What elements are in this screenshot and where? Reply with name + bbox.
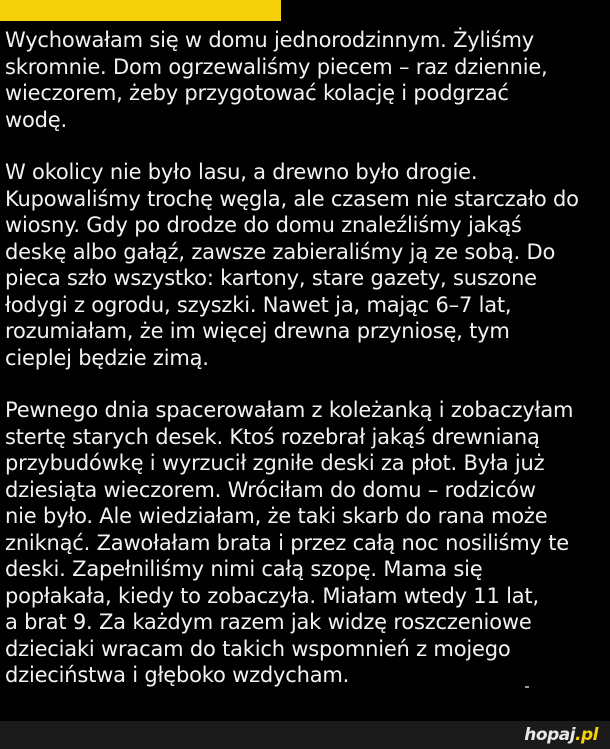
text-line: stertę starych desek. Ktoś rozebrał jakąś drewnianą xyxy=(5,424,540,449)
text-line: deski. Zapełniliśmy nimi całą szopę. Mama się xyxy=(5,557,483,581)
text-line: popłakała, kiedy to zobaczyła. Miałam wtedy 11 lat, xyxy=(5,583,539,608)
text-line: Pewnego dnia spacerowałam z koleżanką i zobaczyłam xyxy=(5,398,574,422)
text-line: dziesiąta wieczorem. Wróciłam do domu – rodziców xyxy=(5,477,536,502)
text-line: rozumiałam, że im więcej drewna przyniosę, tym xyxy=(5,319,510,343)
footer-bar xyxy=(0,721,610,749)
text-line: przybudówkę i wyrzucił zgniłe deski za płot. Była już xyxy=(5,451,545,475)
text-line: wodę. xyxy=(5,107,67,132)
text-line: Kupowaliśmy trochę węgla, ale czasem nie starczało do xyxy=(5,186,579,211)
text-line: a brat 9. Za każdym razem jak widzę roszczeniowe xyxy=(5,610,532,634)
text-line: nie było. Ale wiedziałam, że taki skarb do rana może xyxy=(5,504,548,528)
logo-tld-text: .pl xyxy=(575,725,598,745)
paragraph-3 xyxy=(5,397,605,689)
text-line: cieplej będzie zimą. xyxy=(5,345,209,370)
paragraph-2 xyxy=(5,159,605,371)
text-line: zniknąć. Zawołałam brata i przez całą noc nosiliśmy te xyxy=(5,530,569,555)
decorative-dot xyxy=(525,686,529,688)
text-line: deskę albo gałąź, zawsze zabieraliśmy ją ze sobą. Do xyxy=(5,239,556,264)
text-line: łodygi z ogrodu, szyszki. Nawet ja, mając 6–7 lat, xyxy=(5,292,512,317)
text-line: skromnie. Dom ogrzewaliśmy piecem – raz dziennie, xyxy=(5,54,548,79)
hopaj-logo[interactable] xyxy=(524,725,598,745)
text-line: pieca szło wszystko: kartony, stare gazety, suszone xyxy=(5,266,537,290)
logo-main-text: hopaj xyxy=(524,725,576,745)
text-line: dzieciństwa i głęboko wzdycham. xyxy=(5,663,350,687)
text-line: W okolicy nie było lasu, a drewno było drogie. xyxy=(5,160,478,184)
text-line: dzieciaki wracam do takich wspomnień z mojego xyxy=(5,636,511,661)
text-line: wiosny. Gdy po drodze do domu znaleźliśmy jakąś xyxy=(5,213,522,237)
text-line: wieczorem, żeby przygotować kolację i podgrzać xyxy=(5,81,509,105)
text-line: Wychowałam się w domu jednorodzinnym. Żyliśmy xyxy=(5,28,534,52)
paragraph-1 xyxy=(5,27,605,133)
story-text xyxy=(5,27,605,715)
header-accent-bar xyxy=(0,0,281,21)
